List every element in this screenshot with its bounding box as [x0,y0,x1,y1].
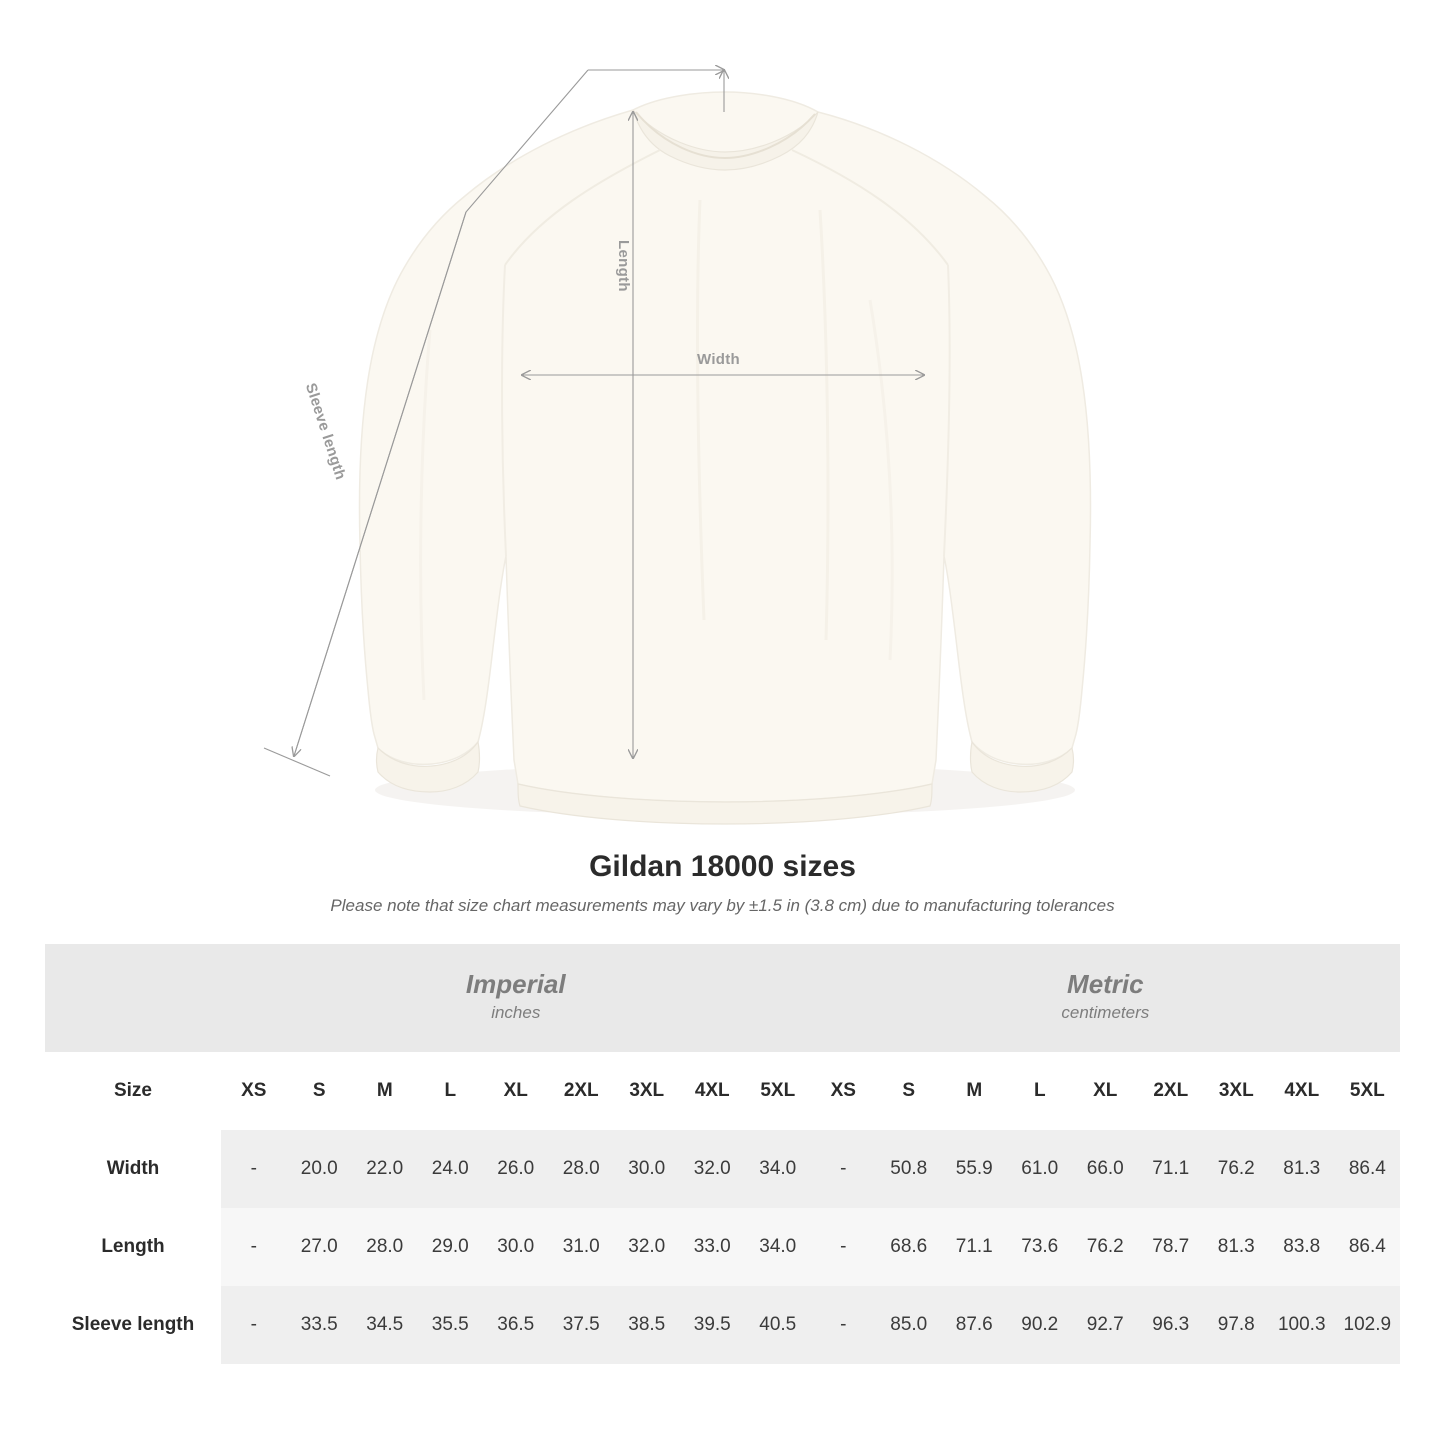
header-size-metric-xl: XL [1073,1052,1139,1130]
cell-sleeve-metric-5xl: 102.9 [1335,1286,1401,1364]
table-row-sleeve-length [45,1286,1400,1364]
cell-sleeve-metric-2xl: 96.3 [1138,1286,1204,1364]
cell-sleeve-imperial-2xl: 37.5 [549,1286,615,1364]
cell-width-imperial-4xl: 32.0 [680,1130,746,1208]
unit-name-imperial: Imperial [465,969,566,1000]
cell-sleeve-imperial-l: 35.5 [418,1286,484,1364]
cell-sleeve-imperial-5xl: 40.5 [745,1286,811,1364]
cell-sleeve-metric-s: 85.0 [876,1286,942,1364]
cell-width-metric-5xl: 86.4 [1335,1130,1401,1208]
cell-width-imperial-xs: - [221,1130,287,1208]
width-dimension-label: Width [697,351,741,368]
cell-width-metric-3xl: 76.2 [1204,1130,1270,1208]
cell-length-metric-xl: 76.2 [1073,1208,1139,1286]
header-size-metric-l: L [1007,1052,1073,1130]
size-chart-table [45,944,1400,1364]
cell-sleeve-metric-m: 87.6 [942,1286,1008,1364]
cell-width-imperial-5xl: 34.0 [745,1130,811,1208]
header-size-imperial-xs: XS [221,1052,287,1130]
row-label-sleeve-length: Sleeve length [45,1286,221,1364]
unit-name-metric: Metric [1067,969,1144,1000]
header-size-imperial-5xl: 5XL [745,1052,811,1130]
header-size-metric-3xl: 3XL [1204,1052,1270,1130]
cell-width-metric-l: 61.0 [1007,1130,1073,1208]
cell-length-imperial-2xl: 31.0 [549,1208,615,1286]
cell-length-metric-2xl: 78.7 [1138,1208,1204,1286]
cell-length-imperial-xs: - [221,1208,287,1286]
cell-sleeve-metric-l: 90.2 [1007,1286,1073,1364]
cell-length-imperial-s: 27.0 [287,1208,353,1286]
cell-length-metric-xs: - [811,1208,877,1286]
cell-width-metric-m: 55.9 [942,1130,1008,1208]
cell-length-metric-m: 71.1 [942,1208,1008,1286]
unit-header-spacer [45,944,221,1052]
cell-length-imperial-l: 29.0 [418,1208,484,1286]
cell-width-imperial-l: 24.0 [418,1130,484,1208]
sweatshirt-shape [360,92,1091,824]
cell-length-metric-5xl: 86.4 [1335,1208,1401,1286]
cell-sleeve-metric-4xl: 100.3 [1269,1286,1335,1364]
size-table-wrapper [45,944,1400,1364]
cell-width-metric-2xl: 71.1 [1138,1130,1204,1208]
sleeve-length-dimension-label: Sleeve length [301,381,350,482]
cell-width-imperial-s: 20.0 [287,1130,353,1208]
cell-sleeve-imperial-m: 34.5 [352,1286,418,1364]
row-label-length: Length [45,1208,221,1286]
cell-width-metric-xs: - [811,1130,877,1208]
header-size-imperial-2xl: 2XL [549,1052,615,1130]
table-row-length [45,1208,1400,1286]
cell-width-metric-s: 50.8 [876,1130,942,1208]
header-size-metric-2xl: 2XL [1138,1052,1204,1130]
unit-sub-imperial: inches [491,1003,541,1023]
cell-length-metric-l: 73.6 [1007,1208,1073,1286]
cell-length-imperial-4xl: 33.0 [680,1208,746,1286]
cell-length-metric-s: 68.6 [876,1208,942,1286]
header-size-imperial-m: M [352,1052,418,1130]
length-dimension-label: Length [615,240,632,292]
unit-header-metric [811,944,1401,1052]
header-size-imperial-l: L [418,1052,484,1130]
cell-length-metric-3xl: 81.3 [1204,1208,1270,1286]
cell-sleeve-imperial-3xl: 38.5 [614,1286,680,1364]
cell-sleeve-imperial-s: 33.5 [287,1286,353,1364]
cell-length-metric-4xl: 83.8 [1269,1208,1335,1286]
title-block [0,850,1445,916]
unit-header-row [45,944,1400,1052]
header-size-metric-xs: XS [811,1052,877,1130]
cell-width-imperial-2xl: 28.0 [549,1130,615,1208]
header-size-imperial-xl: XL [483,1052,549,1130]
header-size-metric-5xl: 5XL [1335,1052,1401,1130]
cell-width-imperial-3xl: 30.0 [614,1130,680,1208]
cell-width-imperial-xl: 26.0 [483,1130,549,1208]
row-label-width: Width [45,1130,221,1208]
tolerance-note: Please note that size chart measurements may vary by ±1.5 in (3.8 cm) due to manufacturing tolerances [330,896,1115,915]
header-size-imperial-s: S [287,1052,353,1130]
table-row-width [45,1130,1400,1208]
size-header-row [45,1052,1400,1130]
cell-sleeve-imperial-xs: - [221,1286,287,1364]
cell-width-metric-4xl: 81.3 [1269,1130,1335,1208]
header-size-metric-4xl: 4XL [1269,1052,1335,1130]
sleeve-end-tick [264,748,330,776]
cell-length-imperial-5xl: 34.0 [745,1208,811,1286]
header-size-metric-s: S [876,1052,942,1130]
cell-sleeve-imperial-4xl: 39.5 [680,1286,746,1364]
cell-length-imperial-xl: 30.0 [483,1208,549,1286]
cell-sleeve-metric-xl: 92.7 [1073,1286,1139,1364]
unit-sub-metric: centimeters [1061,1003,1150,1023]
cell-width-imperial-m: 22.0 [352,1130,418,1208]
cell-length-imperial-m: 28.0 [352,1208,418,1286]
cell-sleeve-imperial-xl: 36.5 [483,1286,549,1364]
header-size-imperial-3xl: 3XL [614,1052,680,1130]
unit-header-imperial [221,944,811,1052]
header-size-imperial-4xl: 4XL [680,1052,746,1130]
cell-sleeve-metric-xs: - [811,1286,877,1364]
cell-length-imperial-3xl: 32.0 [614,1208,680,1286]
header-size-label: Size [45,1052,221,1130]
header-size-metric-m: M [942,1052,1008,1130]
cell-width-metric-xl: 66.0 [1073,1130,1139,1208]
cell-sleeve-metric-3xl: 97.8 [1204,1286,1270,1364]
page-title: Gildan 18000 sizes [589,850,856,883]
